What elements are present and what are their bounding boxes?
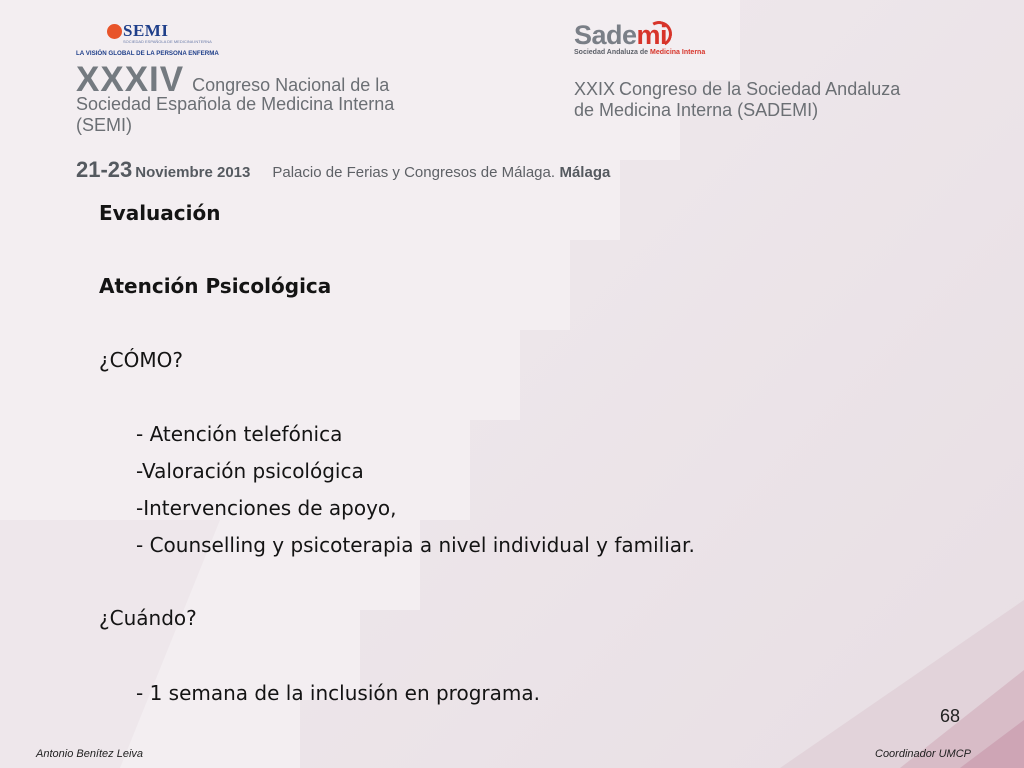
semi-tagline: LA VISIÓN GLOBAL DE LA PERSONA ENFERMA bbox=[76, 50, 219, 57]
event-dates: 21-23 bbox=[76, 157, 133, 182]
list-item: -Valoración psicológica bbox=[136, 459, 364, 483]
list-item: - Counselling y psicoterapia a nivel individual y familiar. bbox=[136, 533, 695, 557]
sademi-wordmark-part2: mi bbox=[636, 20, 668, 50]
sademi-congress-line1-text: Congreso de la Sociedad Andaluza bbox=[619, 79, 901, 99]
sademi-congress-title bbox=[574, 79, 900, 121]
sademi-logo bbox=[574, 22, 724, 60]
sademi-wordmark-part1: Sade bbox=[574, 20, 637, 50]
slide-heading: Evaluación bbox=[99, 201, 221, 225]
semi-congress-line2: Sociedad Española de Medicina Interna bbox=[76, 94, 395, 114]
how-question: ¿CÓMO? bbox=[99, 348, 183, 372]
semi-congress-line1 bbox=[76, 60, 394, 99]
when-question: ¿Cuándo? bbox=[99, 606, 197, 630]
slide-subheading: Atención Psicológica bbox=[99, 274, 332, 298]
semi-congress-numeral: XXXIV bbox=[76, 60, 185, 99]
date-venue-line bbox=[76, 157, 610, 183]
semi-logo bbox=[76, 20, 219, 60]
event-month-year: Noviembre 2013 bbox=[135, 164, 251, 181]
sademi-congress-numeral: XXIX bbox=[574, 79, 616, 99]
semi-wordmark: SEMI bbox=[123, 21, 169, 40]
event-city: Málaga bbox=[559, 164, 611, 181]
event-venue: Palacio de Ferias y Congresos de Málaga. bbox=[272, 164, 556, 181]
page-number: 68 bbox=[940, 706, 961, 726]
semi-congress-line1-text: Congreso Nacional de la bbox=[192, 75, 390, 95]
sademi-congress-line2: de Medicina Interna (SADEMI) bbox=[574, 100, 819, 120]
sun-icon bbox=[107, 24, 122, 39]
semi-logo-small-text: SOCIEDAD ESPAÑOLA DE MEDICINA INTERNA bbox=[123, 39, 212, 44]
sademi-subtitle bbox=[574, 49, 705, 56]
semi-congress-line3: (SEMI) bbox=[76, 115, 132, 135]
list-item: - 1 semana de la inclusión en programa. bbox=[136, 681, 540, 705]
list-item: - Atención telefónica bbox=[136, 422, 343, 446]
footer-role: Coordinador UMCP bbox=[875, 748, 971, 760]
sademi-subtitle-part1: Sociedad Andaluza de bbox=[574, 49, 650, 56]
list-item: -Intervenciones de apoyo, bbox=[136, 496, 397, 520]
sademi-congress-line1 bbox=[574, 79, 900, 100]
semi-congress-title bbox=[76, 60, 394, 136]
footer-author: Antonio Benítez Leiva bbox=[36, 748, 144, 760]
sademi-subtitle-part2: Medicina Interna bbox=[649, 49, 706, 56]
